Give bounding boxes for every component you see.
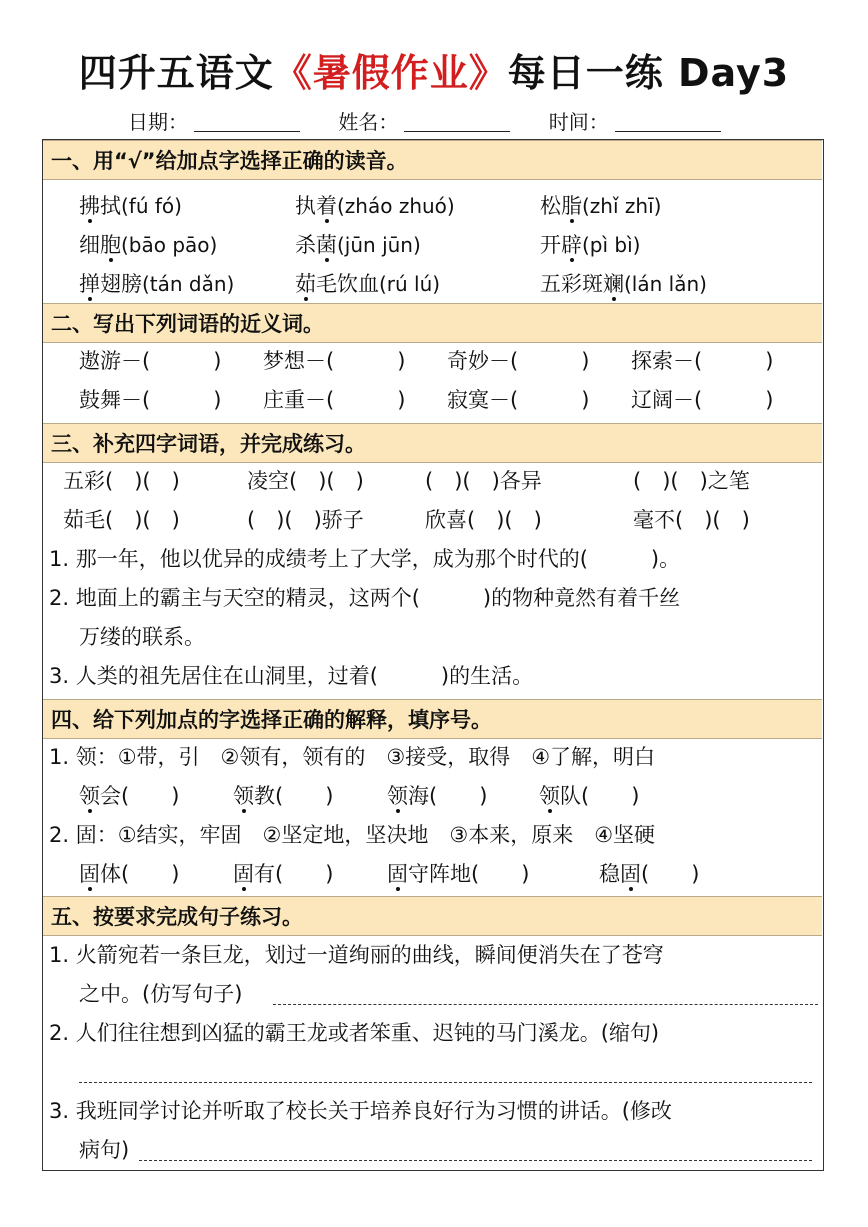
question-4-2: 2. 固：①结实，牢固 ②坚定地，坚决地 ③本来，原来 ④坚硬 [49,823,656,847]
synonym-item: 辽阔－( ) [631,388,774,412]
pinyin-item: 五彩斑斓(lán lǎn) [540,272,707,296]
question-3-1: 1. 那一年，他以优异的成绩考上了大学，成为那个时代的( )。 [49,547,681,571]
name-blank[interactable] [404,111,510,132]
page-title [0,42,868,97]
question-3-2: 2. 地面上的霸主与天空的精灵，这两个( )的物种竟然有着千丝 [49,586,681,610]
question-5-3-cont: 病句) [79,1138,130,1162]
meaning-item: 固体( ) [79,862,180,886]
synonym-item: 庄重－( ) [263,388,406,412]
question-4-1: 1. 领：①带，引 ②领有，领有的 ③接受，取得 ④了解，明白 [49,745,656,769]
question-5-1: 1. 火箭宛若一条巨龙，划过一道绚丽的曲线，瞬间便消失在了苍穹 [49,943,664,967]
question-5-3: 3. 我班同学讨论并听取了校长关于培养良好行为习惯的讲话。(修改 [49,1099,672,1123]
answer-line[interactable] [139,1160,812,1161]
pinyin-item: 掸翅膀(tán dǎn) [79,272,235,296]
idiom-item: ( )( )骄子 [247,508,364,532]
question-5-2: 2. 人们往往想到凶猛的霸王龙或者笨重、迟钝的马门溪龙。(缩句) [49,1021,660,1045]
answer-line[interactable] [273,1004,818,1005]
pinyin-item: 拂拭(fú fó) [79,194,182,218]
pinyin-item: 杀菌(jūn jūn) [295,233,421,257]
idiom-item: 凌空( )( ) [247,469,364,493]
question-3-3: 3. 人类的祖先居住在山洞里，过着( )的生活。 [49,664,534,688]
title-prefix: 四升五语文 [78,51,274,95]
meaning-item: 领海( ) [387,784,488,808]
idiom-item: 欣喜( )( ) [425,508,542,532]
section-5-heading: 五、按要求完成句子练习。 [43,896,822,936]
idiom-item: 五彩( )( ) [63,469,180,493]
pinyin-item: 执着(zháo zhuó) [295,194,455,218]
date-blank[interactable] [194,111,300,132]
title-suffix: 每日一练 Day3 [507,51,790,95]
idiom-item: 茹毛( )( ) [63,508,180,532]
pinyin-item: 茹毛饮血(rú lú) [295,272,441,296]
idiom-item: ( )( )之笔 [633,469,750,493]
synonym-item: 奇妙－( ) [447,349,590,373]
synonym-item: 鼓舞－( ) [79,388,222,412]
pinyin-item: 开辟(pì bì) [540,233,641,257]
synonym-item: 遨游－( ) [79,349,222,373]
date-label: 日期： [128,110,188,134]
section-3-heading: 三、补充四字词语，并完成练习。 [43,423,822,463]
meaning-item: 固守阵地( ) [387,862,530,886]
pinyin-item: 松脂(zhǐ zhī) [540,194,662,218]
meaning-item: 领教( ) [233,784,334,808]
meaning-item: 领会( ) [79,784,180,808]
meaning-item: 固有( ) [233,862,334,886]
name-label: 姓名： [338,110,399,134]
info-row [128,106,753,135]
synonym-item: 寂寞－( ) [447,388,590,412]
section-2-heading: 二、写出下列词语的近义词。 [43,303,822,343]
worksheet [42,139,824,1171]
title-book: 《暑假作业》 [273,51,508,95]
idiom-item: 毫不( )( ) [633,508,750,532]
section-4-heading: 四、给下列加点的字选择正确的解释，填序号。 [43,699,822,739]
pinyin-item: 细胞(bāo pāo) [79,233,218,257]
answer-line[interactable] [79,1082,812,1083]
meaning-item: 领队( ) [539,784,640,808]
idiom-item: ( )( )各异 [425,469,542,493]
section-1-heading: 一、用“√”给加点字选择正确的读音。 [43,140,822,180]
time-blank[interactable] [615,111,721,132]
synonym-item: 探索－( ) [631,349,774,373]
synonym-item: 梦想－( ) [263,349,406,373]
question-3-2-cont: 万缕的联系。 [79,625,205,649]
meaning-item: 稳固( ) [599,862,700,886]
question-5-1-cont: 之中。(仿写句子) [79,982,243,1006]
time-label: 时间： [548,110,609,134]
